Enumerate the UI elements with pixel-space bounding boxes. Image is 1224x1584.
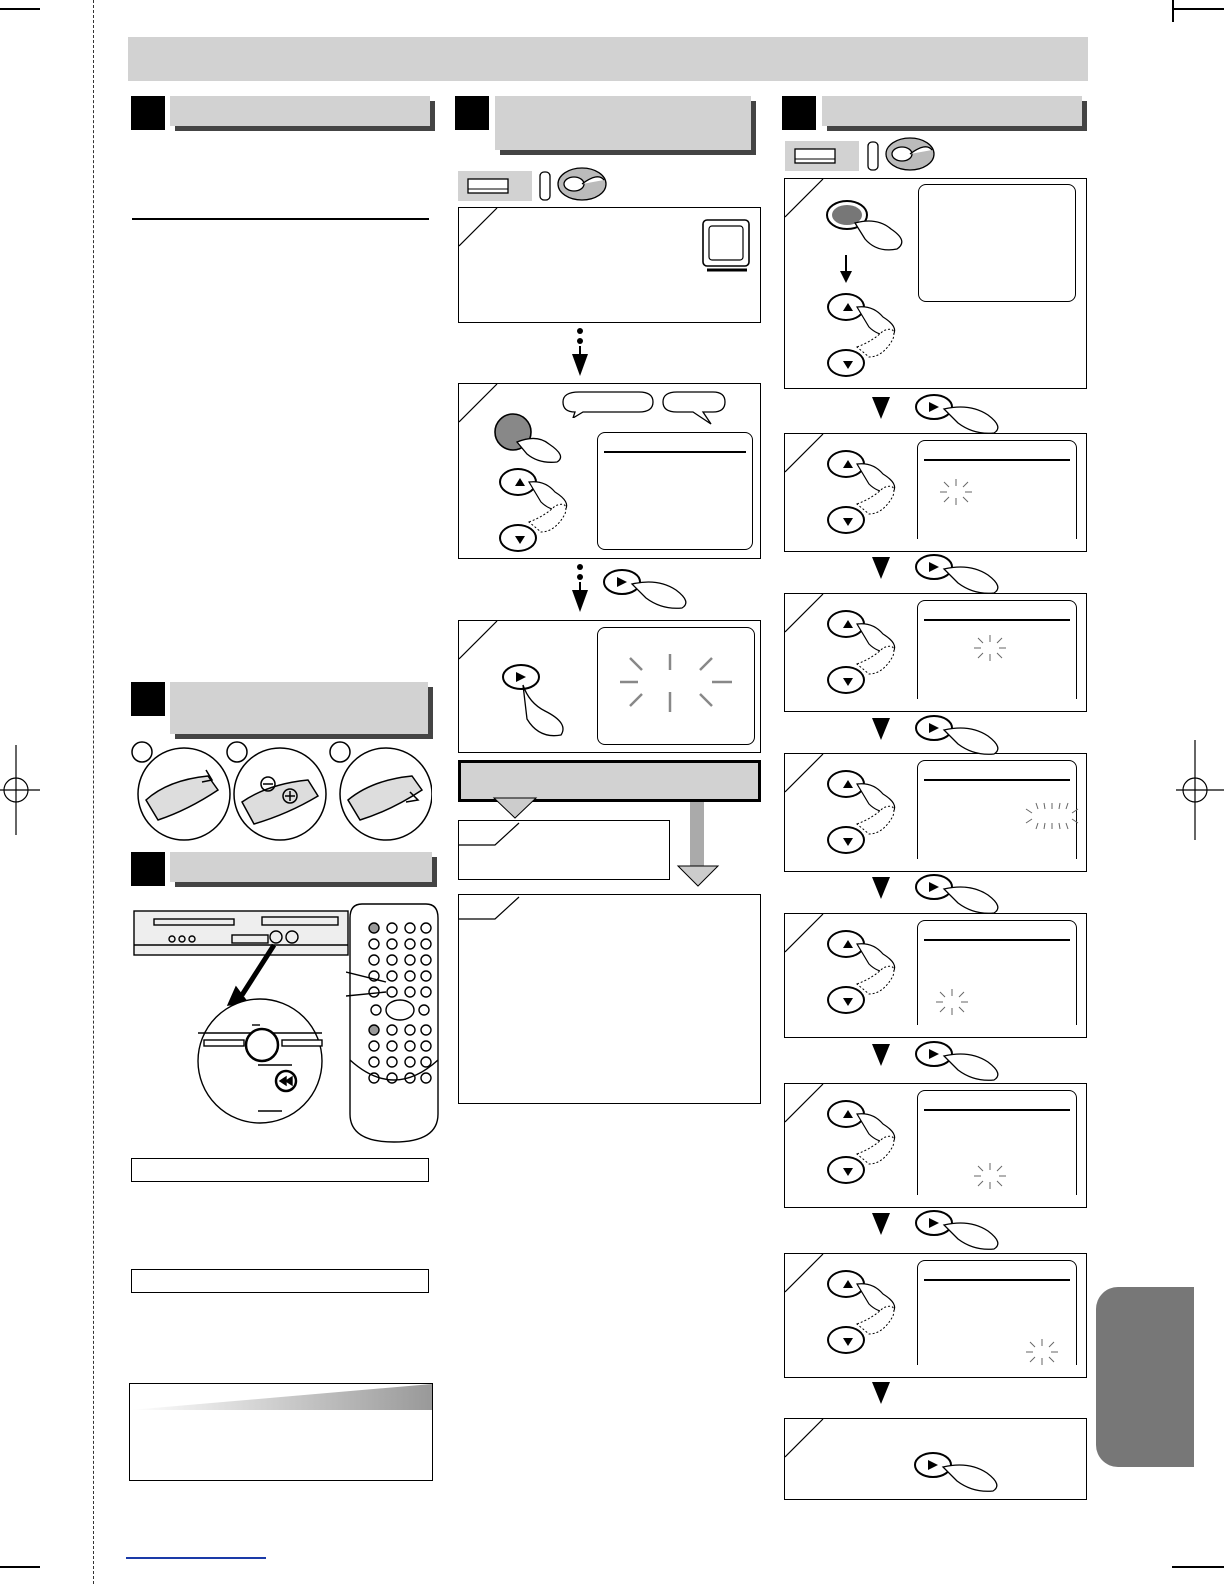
menu-button-press-2[interactable]	[825, 199, 909, 255]
remote-hand-icon-2	[866, 136, 936, 172]
right-screen-5	[917, 920, 1077, 1025]
fold-line	[93, 0, 94, 1584]
crop-mark-top-left	[0, 8, 40, 10]
finger-press-icon	[853, 1108, 903, 1172]
section-header-1	[170, 96, 430, 126]
crop-mark-bottom-right	[1172, 1566, 1224, 1568]
section-side-tab	[1096, 1287, 1194, 1467]
flash-burst-icon	[970, 633, 1010, 663]
page-header-band	[128, 37, 1088, 81]
right-step-1	[784, 178, 1087, 389]
crop-mark-vertical-tr	[1172, 0, 1174, 22]
section-number-2	[131, 682, 165, 716]
dotted-arrow-down-2	[568, 562, 592, 614]
step-box-menu	[458, 383, 761, 559]
flow-arrow-down	[872, 1044, 890, 1066]
right-step-final	[784, 1418, 1087, 1500]
step-box-tv-on	[458, 207, 761, 323]
registration-mark-left	[0, 745, 44, 835]
flash-burst-icon	[970, 1161, 1010, 1191]
branch-arrow-right-shaft	[690, 802, 704, 866]
tv-icon	[701, 218, 753, 276]
option-box-b	[458, 894, 761, 1104]
finger-press-icon	[525, 476, 575, 540]
registration-mark-right	[1170, 740, 1224, 840]
section-number-4	[455, 96, 489, 130]
crop-mark-top-right	[1172, 8, 1224, 10]
confirm-screen	[597, 627, 755, 745]
flash-burst-icon	[1022, 801, 1082, 831]
right-step-3	[784, 593, 1087, 712]
battery-step-illustrations	[128, 740, 432, 844]
flash-burst-icon	[616, 650, 736, 716]
finger-press-icon	[853, 778, 903, 842]
right-screen-7	[917, 1260, 1077, 1365]
section-header-4	[495, 96, 751, 150]
section-header-2	[170, 682, 428, 734]
play-button-press[interactable]	[914, 1209, 1006, 1251]
vcr-cassette-icon	[458, 171, 532, 201]
flash-burst-icon	[932, 987, 972, 1017]
play-button-press[interactable]	[602, 568, 694, 610]
right-step-6	[784, 1083, 1087, 1208]
play-button-press[interactable]	[914, 393, 1006, 435]
hint-box	[129, 1383, 433, 1481]
hint-box-wedge	[130, 1384, 432, 1410]
arrow-down-small	[839, 255, 853, 285]
remote-control-illustration	[346, 900, 442, 1146]
finger-press-icon	[853, 458, 903, 522]
flow-arrow-down	[872, 557, 890, 579]
play-button-press[interactable]	[914, 873, 1006, 915]
play-button-final[interactable]	[913, 1451, 1005, 1493]
right-step-5	[784, 913, 1087, 1038]
speech-bubble-2	[659, 388, 729, 426]
speech-bubble-1	[559, 388, 655, 418]
right-step-7	[784, 1253, 1087, 1378]
right-screen-4	[917, 760, 1077, 859]
section-number-3	[131, 852, 165, 886]
step-box-confirm	[458, 620, 761, 753]
right-screen-1	[918, 184, 1076, 302]
flow-arrow-down	[872, 718, 890, 740]
section-header-5	[822, 96, 1082, 126]
section-number-5	[782, 96, 816, 130]
section-header-3	[170, 852, 432, 882]
play-button-press[interactable]	[914, 714, 1006, 756]
branch-arrow-right	[676, 864, 720, 888]
divider-line	[132, 218, 429, 220]
flow-arrow-down	[872, 397, 890, 419]
vcr-front-panel-illustration	[132, 905, 352, 1125]
dotted-arrow-down-1	[568, 326, 592, 378]
right-screen-6	[917, 1090, 1077, 1195]
play-button-press[interactable]	[914, 1040, 1006, 1082]
flow-arrow-down	[872, 1213, 890, 1235]
flash-burst-icon	[936, 477, 976, 507]
right-screen-2	[917, 440, 1077, 539]
note-label-box-1	[131, 1158, 429, 1182]
play-button-press-2[interactable]	[499, 663, 579, 739]
menu-screen	[597, 432, 753, 550]
crop-mark-bottom-left	[0, 1566, 40, 1568]
flow-arrow-down	[872, 1382, 890, 1404]
branch-arrow-left	[492, 796, 538, 820]
footer-underline	[126, 1557, 266, 1559]
right-screen-3	[917, 600, 1077, 699]
remote-hand-icon	[538, 166, 608, 202]
right-step-2	[784, 433, 1087, 552]
flash-burst-icon	[1022, 1337, 1062, 1367]
finger-press-icon	[853, 1278, 903, 1342]
finger-press-icon	[853, 938, 903, 1002]
flow-arrow-down	[872, 877, 890, 899]
note-label-box-2	[131, 1269, 429, 1293]
finger-press-icon	[853, 618, 903, 682]
vcr-cassette-icon-2	[785, 141, 859, 171]
play-button-press[interactable]	[914, 553, 1006, 595]
option-box-a	[458, 820, 670, 880]
section-number-1	[131, 96, 165, 130]
right-step-4	[784, 753, 1087, 872]
